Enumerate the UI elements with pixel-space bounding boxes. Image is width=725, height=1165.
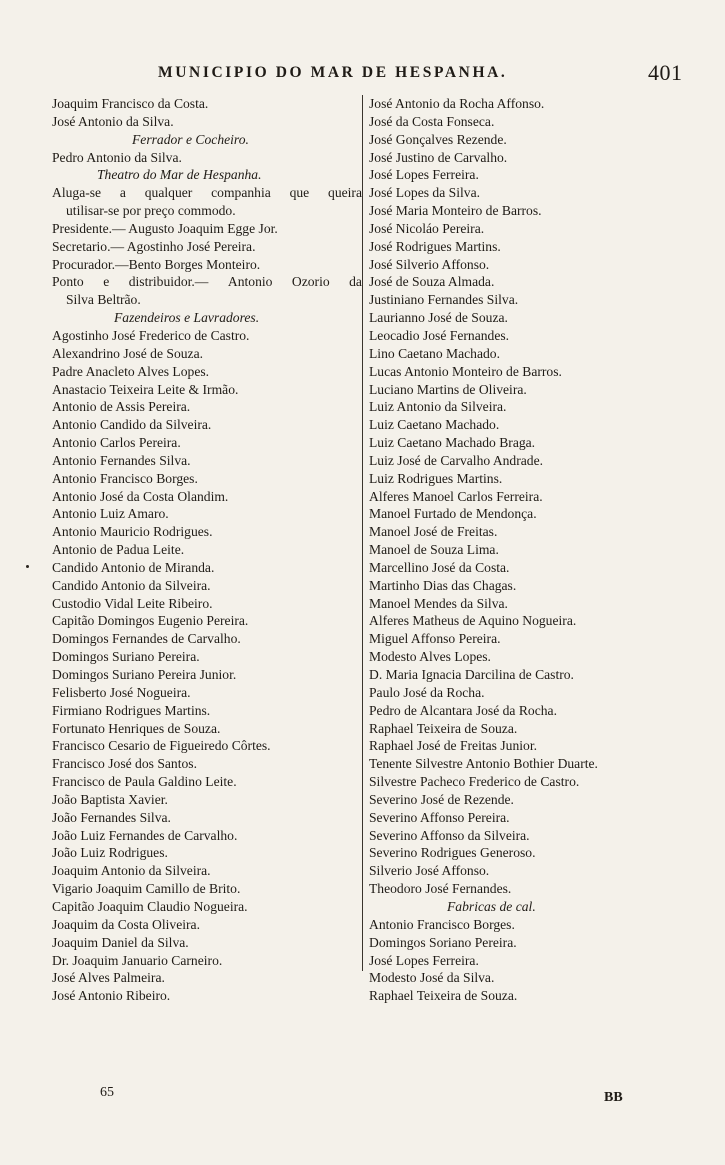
list-entry: Antonio Fernandes Silva. (52, 452, 191, 468)
list-entry: José Alves Palmeira. (52, 970, 165, 986)
list-entry: José da Costa Fonseca. (369, 113, 495, 129)
list-entry: Antonio José da Costa Olandim. (52, 488, 229, 504)
list-entry: Joaquim Francisco da Costa. (52, 96, 209, 111)
list-entry: Modesto Alves Lopes. (369, 649, 491, 665)
list-entry: Luiz José de Carvalho Andrade. (369, 452, 544, 468)
list-entry: Antonio Francisco Borges. (369, 916, 515, 932)
list-entry: Antonio Carlos Pereira. (52, 435, 181, 451)
list-entry: Manoel Furtado de Mendonça. (369, 506, 537, 522)
list-entry: Pedro Antonio da Silva. (52, 149, 182, 165)
list-entry: Raphael Teixeira de Souza. (369, 988, 518, 1004)
list-entry: José Antonio Ribeiro. (52, 988, 171, 1004)
list-entry: Martinho Dias das Chagas. (369, 577, 517, 593)
list-entry: Domingos Fernandes de Carvalho. (52, 631, 241, 647)
list-entry: Aluga-se a qualquer companhia que queira (52, 185, 362, 201)
list-entry: Manoel Mendes da Silva. (369, 595, 508, 611)
list-entry: Laurianno José de Souza. (369, 310, 508, 326)
list-entry: João Luiz Rodrigues. (52, 845, 168, 861)
list-entry: Procurador.—Bento Borges Monteiro. (52, 256, 261, 272)
list-entry: José Justino de Carvalho. (369, 149, 508, 165)
list-entry: Agostinho José Frederico de Castro. (52, 327, 250, 343)
list-entry: Felisberto José Nogueira. (52, 684, 191, 700)
list-entry: Domingos Suriano Pereira. (52, 649, 200, 665)
list-entry: Anastacio Teixeira Leite & Irmão. (52, 381, 239, 397)
list-entry: Candido Antonio da Silveira. (52, 577, 211, 593)
list-entry: José Antonio da Rocha Affonso. (369, 96, 545, 111)
list-entry: Firmiano Rodrigues Martins. (52, 702, 211, 718)
list-entry: Padre Anacleto Alves Lopes. (52, 363, 210, 379)
list-entry: Severino Affonso Pereira. (369, 809, 510, 825)
list-entry: Manoel de Souza Lima. (369, 542, 499, 558)
list-entry: Silvestre Pacheco Frederico de Castro. (369, 774, 580, 790)
list-entry: Justiniano Fernandes Silva. (369, 292, 519, 308)
list-entry: Luiz Caetano Machado. (369, 417, 500, 433)
list-entry: José Gonçalves Rezende. (369, 131, 507, 147)
entry-continuation: utilisar-se por preço commodo. (66, 203, 236, 219)
print-speck (26, 565, 29, 568)
list-entry: Secretario.— Agostinho José Pereira. (52, 238, 256, 254)
list-entry: Presidente.— Augusto Joaquim Egge Jor. (52, 220, 278, 236)
list-entry: Francisco de Paula Galdino Leite. (52, 774, 237, 790)
list-entry: José Lopes da Silva. (369, 185, 481, 201)
list-entry: José Lopes Ferreira. (369, 167, 479, 183)
list-entry: José Lopes Ferreira. (369, 952, 479, 968)
list-entry: João Luiz Fernandes de Carvalho. (52, 827, 238, 843)
list-entry: José Maria Monteiro de Barros. (369, 203, 542, 219)
list-entry: Custodio Vidal Leite Ribeiro. (52, 595, 213, 611)
list-entry: Theodoro José Fernandes. (369, 881, 512, 897)
list-entry: Marcellino José da Costa. (369, 559, 510, 575)
list-entry: Raphael José de Freitas Junior. (369, 738, 538, 754)
page-title: MUNICIPIO DO MAR DE HESPANHA. (158, 64, 508, 81)
footer-signature-mark: BB (604, 1090, 623, 1105)
list-entry: Francisco Cesario de Figueiredo Côrtes. (52, 738, 271, 754)
list-entry: Modesto José da Silva. (369, 970, 495, 986)
list-entry: Ponto e distribuidor.— Antonio Ozorio da (52, 274, 362, 290)
entry-continuation: Silva Beltrão. (66, 292, 141, 308)
list-entry: Lino Caetano Machado. (369, 345, 500, 361)
list-entry: Alferes Matheus de Aquino Nogueira. (369, 613, 577, 629)
list-entry: Vigario Joaquim Camillo de Brito. (52, 881, 241, 897)
list-entry: Candido Antonio de Miranda. (52, 559, 215, 575)
list-entry: Pedro de Alcantara José da Rocha. (369, 702, 557, 718)
right-column (369, 95, 659, 1005)
list-entry: Tenente Silvestre Antonio Bothier Duarte. (369, 756, 598, 772)
section-heading: Ferrador e Cocheiro. (132, 131, 249, 147)
list-entry: Severino Rodrigues Generoso. (369, 845, 536, 861)
list-entry: Alferes Manoel Carlos Ferreira. (369, 488, 543, 504)
list-entry: Silverio José Affonso. (369, 863, 490, 879)
list-entry: Lucas Antonio Monteiro de Barros. (369, 363, 562, 379)
list-entry: Miguel Affonso Pereira. (369, 631, 501, 647)
list-entry: Capitão Joaquim Claudio Nogueira. (52, 898, 248, 914)
list-entry: D. Maria Ignacia Darcilina de Castro. (369, 667, 574, 682)
list-entry: Antonio de Assis Pereira. (52, 399, 191, 415)
list-entry: Domingos Suriano Pereira Junior. (52, 667, 237, 682)
list-entry: Joaquim da Costa Oliveira. (52, 916, 200, 932)
left-column (52, 95, 362, 1005)
list-entry: Antonio de Padua Leite. (52, 542, 185, 558)
list-entry: João Baptista Xavier. (52, 791, 168, 807)
list-entry: Fortunato Henriques de Souza. (52, 720, 221, 736)
list-entry: Dr. Joaquim Januario Carneiro. (52, 952, 223, 968)
list-entry: Severino Affonso da Silveira. (369, 827, 530, 843)
list-entry: Leocadio José Fernandes. (369, 327, 510, 343)
list-entry: Antonio Mauricio Rodrigues. (52, 524, 213, 540)
list-entry: Raphael Teixeira de Souza. (369, 720, 518, 736)
list-entry: Paulo José da Rocha. (369, 684, 485, 700)
section-heading: Fabricas de cal. (447, 898, 536, 914)
list-entry: Joaquim Daniel da Silva. (52, 934, 189, 950)
column-divider (362, 95, 363, 971)
list-entry: José de Souza Almada. (369, 274, 495, 290)
footer-signature-number: 65 (100, 1085, 114, 1100)
list-entry: Luiz Rodrigues Martins. (369, 470, 503, 486)
list-entry: Luiz Antonio da Silveira. (369, 399, 507, 415)
list-entry: Alexandrino José de Souza. (52, 345, 204, 361)
section-heading: Fazendeiros e Lavradores. (114, 310, 260, 326)
list-entry: José Nicoláo Pereira. (369, 220, 485, 236)
list-entry: Severino José de Rezende. (369, 791, 514, 807)
list-entry: Antonio Luiz Amaro. (52, 506, 169, 522)
list-entry: José Antonio da Silva. (52, 113, 174, 129)
list-entry: Antonio Francisco Borges. (52, 470, 198, 486)
list-entry: Luiz Caetano Machado Braga. (369, 435, 536, 451)
list-entry: Manoel José de Freitas. (369, 524, 498, 540)
page-number: 401 (648, 60, 683, 85)
list-entry: Francisco José dos Santos. (52, 756, 197, 772)
list-entry: José Rodrigues Martins. (369, 238, 501, 254)
list-entry: Domingos Soriano Pereira. (369, 934, 517, 950)
section-heading: Theatro do Mar de Hespanha. (97, 167, 262, 183)
list-entry: João Fernandes Silva. (52, 809, 171, 825)
list-entry: Antonio Candido da Silveira. (52, 417, 212, 433)
list-entry: Joaquim Antonio da Silveira. (52, 863, 211, 879)
list-entry: José Silverio Affonso. (369, 256, 490, 272)
list-entry: Capitão Domingos Eugenio Pereira. (52, 613, 249, 629)
list-entry: Luciano Martins de Oliveira. (369, 381, 527, 397)
